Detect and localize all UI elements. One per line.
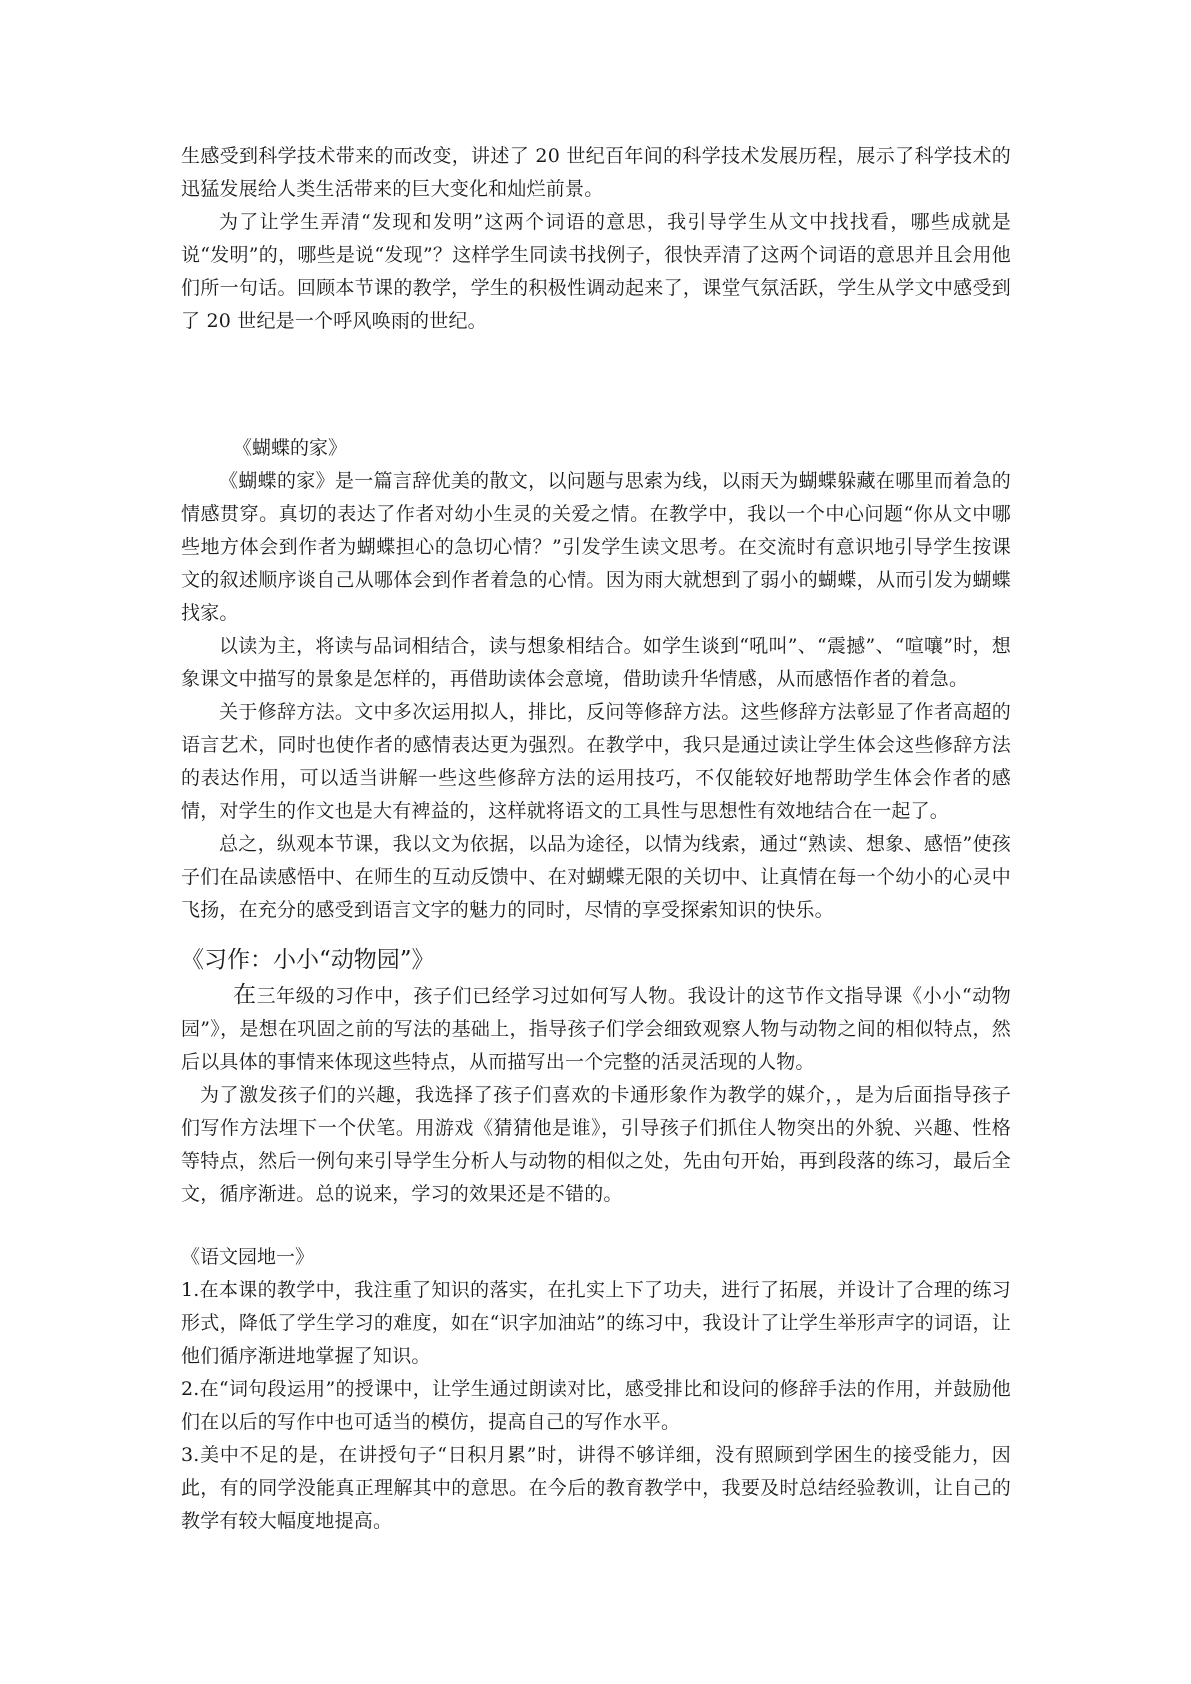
garden-item-1: 1.在本课的教学中，我注重了知识的落实，在扎实上下了功夫，进行了拓展，并设计了合理的练习形式，降低了学生学习的难度，如在“识字加油站”的练习中，我设计了让学生举形声字的词语，让他们循序渐进地掌握了知识。 — [181, 1279, 1011, 1367]
garden-item-2: 2.在“词句段运用”的授课中，让学生通过朗读对比，感受排比和设问的修辞手法的作用，并鼓励他们在以后的写作中也可适当的模仿，提高自己的写作水平。 — [181, 1378, 1011, 1433]
butterfly-paragraph-1: 《蝴蝶的家》是一篇言辞优美的散文，以问题与思索为线，以雨天为蝴蝶躲藏在哪里而着急的情感贯穿。真切的表达了作者对幼小生灵的关爱之情。在教学中，我以一个中心问题“你从文中哪些地方体会到作者为蝴蝶担心的急切心情？”引发学生读文思考。在交流时有意识地引导学生按课文的叙述顺序谈自己从哪体会到作者着急的心情。因为雨大就想到了弱小的蝴蝶，从而引发为蝴蝶找家。 — [181, 470, 1011, 624]
spacer — [181, 927, 1011, 941]
document-page — [181, 140, 1011, 1538]
butterfly-paragraph-2: 以读为主，将读与品词相结合，读与想象相结合。如学生谈到“吼叫”、“震撼”、“喧嚷”时，想象课文中描写的景象是怎样的，再借助读体会意境，借助读升华情感，从而感悟作者的着急。 — [181, 635, 1011, 690]
zoo-paragraph-2: 为了激发孩子们的兴趣，我选择了孩子们喜欢的卡通形象作为教学的媒介，，是为后面指导孩子们写作方法埋下一个伏笔。用游戏《猜猜他是谁》，引导孩子们抓住人物突出的外貌、兴趣、性格等特点，然后一例句来引导学生分析人与动物的相似之处，先由句开始，再到段落的练习，最后全文，循序渐进。总的说来，学习的效果还是不错的。 — [181, 1084, 1011, 1205]
spacer — [181, 338, 1011, 432]
zoo-title: 《习作：小小“动物园”》 — [181, 947, 435, 973]
zoo-paragraph-1-rest: 三年级的习作中，孩子们已经学习过如何写人物。我设计的这节作文指导课《小小“动物园”》，是想在巩固之前的写法的基础上，指导孩子们学会细致观察人物与动物之间的相似特点，然后以具体的事情来体现这些特点，从而描写出一个完整的活灵活现的人物。 — [181, 985, 1011, 1073]
garden-item-3: 3.美中不足的是，在讲授句子“日积月累”时，讲得不够详细，没有照顾到学困生的接受能力，因此，有的同学没能真正理解其中的意思。在今后的教育教学中，我要及时总结经验教训，让自己的教学有较大幅度地提高。 — [181, 1444, 1011, 1532]
butterfly-title: 《蝴蝶的家》 — [233, 437, 348, 459]
spacer — [181, 1211, 1011, 1241]
zoo-paragraph-1-first-char: 在 — [233, 982, 257, 1008]
intro-paragraph-2: 为了让学生弄清“发现和发明”这两个词语的意思，我引导学生从文中找找看，哪些成就是说“发明”的，哪些是说“发现”？这样学生同读书找例子，很快弄清了这两个词语的意思并且会用他们所一句话。回顾本节课的教学，学生的积极性调动起来了，课堂气氛活跃，学生从学文中感受到了 20 世纪是一个呼风唤雨的世纪。 — [181, 211, 1011, 332]
butterfly-paragraph-4: 总之，纵观本节课，我以文为依据，以品为途径，以情为线索，通过“熟读、想象、感悟”使孩子们在品读感悟中、在师生的互动反馈中、在对蝴蝶无限的关切中、让真情在每一个幼小的心灵中飞扬，在充分的感受到语言文字的魅力的同时，尽情的享受探索知识的快乐。 — [181, 833, 1011, 921]
intro-paragraph-1: 生感受到科学技术带来的而改变，讲述了 20 世纪百年间的科学技术发展历程，展示了科学技术的迅猛发展给人类生活带来的巨大变化和灿烂前景。 — [181, 145, 1011, 200]
garden-title: 《语文园地一》 — [181, 1246, 315, 1268]
butterfly-paragraph-3: 关于修辞方法。文中多次运用拟人，排比，反问等修辞方法。这些修辞方法彰显了作者高超的语言艺术，同时也使作者的感情表达更为强烈。在教学中，我只是通过读让学生体会这些修辞方法的表达作用，可以适当讲解一些这些修辞方法的运用技巧，不仅能较好地帮助学生体会作者的感情，对学生的作文也是大有裨益的，这样就将语文的工具性与思想性有效地结合在一起了。 — [181, 701, 1011, 822]
zoo-paragraph-1 — [181, 979, 1011, 1079]
